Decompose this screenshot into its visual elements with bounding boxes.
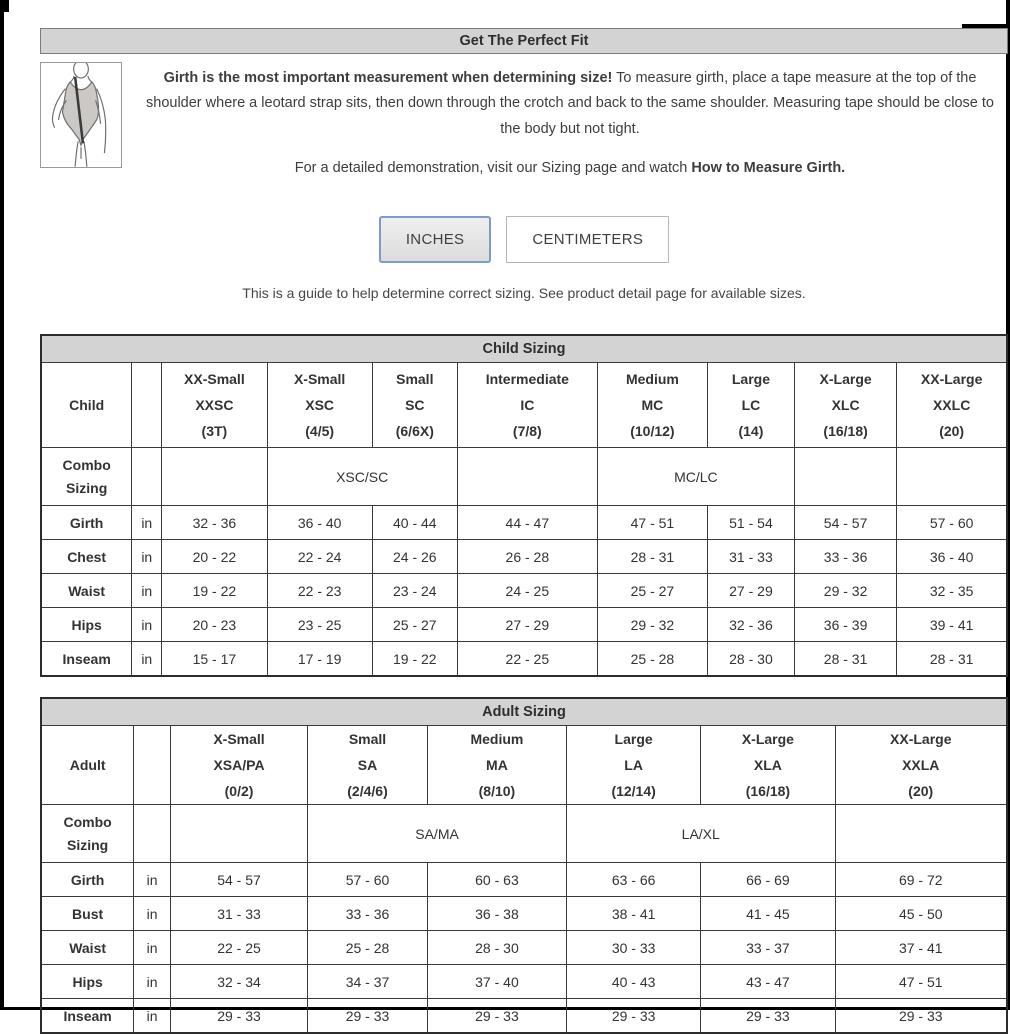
measurement-row (41, 540, 1007, 574)
size-range-cell: 36 - 40 (897, 540, 1007, 574)
adult-sizing-table (40, 697, 1008, 1034)
size-range-cell: 41 - 45 (701, 897, 835, 931)
measurement-label: Waist (41, 931, 134, 965)
measurement-label: Hips (41, 608, 132, 642)
size-range-cell: 54 - 57 (794, 506, 896, 540)
measurement-label: Inseam (41, 642, 132, 677)
size-range-cell: 31 - 33 (170, 897, 307, 931)
measurement-label: Inseam (41, 999, 134, 1034)
measurement-row (41, 863, 1007, 897)
size-range-cell: 37 - 41 (835, 931, 1007, 965)
measurement-row (41, 965, 1007, 999)
size-range-cell: 23 - 25 (267, 608, 372, 642)
combo-sizing-cell (457, 448, 597, 506)
measurement-row (41, 574, 1007, 608)
size-range-cell: 40 - 43 (566, 965, 700, 999)
intro-section (40, 62, 1008, 176)
size-column-header: X-Large XLC (16/18) (794, 363, 896, 448)
size-column-header: Medium MA (8/10) (427, 726, 566, 805)
size-range-cell: 15 - 17 (162, 642, 267, 677)
measurement-row (41, 506, 1007, 540)
measurement-row (41, 999, 1007, 1034)
unit-cell: in (132, 506, 162, 540)
size-range-cell: 51 - 54 (707, 506, 794, 540)
size-column-header: Intermediate IC (7/8) (457, 363, 597, 448)
unit-cell: in (134, 965, 171, 999)
measurement-row (41, 931, 1007, 965)
size-range-cell: 32 - 35 (897, 574, 1007, 608)
size-range-cell: 34 - 37 (308, 965, 428, 999)
size-range-cell: 43 - 47 (701, 965, 835, 999)
size-range-cell: 25 - 28 (597, 642, 707, 677)
size-range-cell: 27 - 29 (707, 574, 794, 608)
demo-text-prefix: For a detailed demonstration, visit our Sizing page and watch (294, 160, 692, 177)
child-sizing-table (40, 334, 1008, 677)
unit-cell: in (134, 999, 171, 1034)
size-range-cell: 66 - 69 (701, 863, 835, 897)
size-guide-page (40, 28, 1008, 1034)
measurement-label: Girth (41, 506, 132, 540)
size-column-header: Large LC (14) (707, 363, 794, 448)
size-range-cell: 47 - 51 (835, 965, 1007, 999)
size-range-cell: 28 - 31 (794, 642, 896, 677)
size-column-header: Medium MC (10/12) (597, 363, 707, 448)
measurement-row (41, 642, 1007, 677)
size-column-header: XX-Large XXLA (20) (835, 726, 1007, 805)
table-row-header: Adult (41, 726, 134, 805)
unit-cell (134, 805, 171, 863)
centimeters-button[interactable]: CENTIMETERS (506, 216, 669, 263)
size-range-cell: 28 - 30 (707, 642, 794, 677)
size-range-cell: 25 - 27 (597, 574, 707, 608)
size-range-cell: 29 - 33 (701, 999, 835, 1034)
combo-sizing-cell: LA/XL (566, 805, 835, 863)
size-range-cell: 33 - 36 (794, 540, 896, 574)
size-range-cell: 28 - 31 (597, 540, 707, 574)
combo-sizing-cell: SA/MA (308, 805, 567, 863)
size-range-cell: 31 - 33 (707, 540, 794, 574)
girth-instructions (132, 62, 1008, 142)
size-range-cell: 33 - 37 (701, 931, 835, 965)
combo-sizing-cell (170, 805, 307, 863)
size-range-cell: 47 - 51 (597, 506, 707, 540)
page-title: Get The Perfect Fit (40, 28, 1008, 54)
size-range-cell: 22 - 23 (267, 574, 372, 608)
combo-sizing-cell (162, 448, 267, 506)
combo-sizing-label: Combo Sizing (41, 805, 134, 863)
size-column-header: X-Small XSA/PA (0/2) (170, 726, 307, 805)
size-range-cell: 22 - 24 (267, 540, 372, 574)
size-range-cell: 29 - 33 (427, 999, 566, 1034)
size-range-cell: 20 - 22 (162, 540, 267, 574)
size-range-cell: 37 - 40 (427, 965, 566, 999)
size-range-cell: 69 - 72 (835, 863, 1007, 897)
size-range-cell: 57 - 60 (897, 506, 1007, 540)
combo-sizing-cell (897, 448, 1007, 506)
table-row-header: Child (41, 363, 132, 448)
unit-cell: in (134, 897, 171, 931)
size-range-cell: 29 - 32 (794, 574, 896, 608)
size-column-header: Small SC (6/6X) (372, 363, 457, 448)
size-range-cell: 36 - 39 (794, 608, 896, 642)
size-range-cell: 44 - 47 (457, 506, 597, 540)
demo-text-bold: How to Measure Girth. (691, 160, 846, 177)
size-range-cell: 22 - 25 (170, 931, 307, 965)
measurement-label: Chest (41, 540, 132, 574)
size-range-cell: 33 - 36 (308, 897, 428, 931)
size-range-cell: 26 - 28 (457, 540, 597, 574)
size-range-cell: 32 - 36 (707, 608, 794, 642)
unit-header-cell (134, 726, 171, 805)
size-range-cell: 45 - 50 (835, 897, 1007, 931)
demo-text (132, 160, 1008, 176)
size-range-cell: 28 - 30 (427, 931, 566, 965)
size-range-cell: 22 - 25 (457, 642, 597, 677)
unit-header-cell (132, 363, 162, 448)
size-range-cell: 63 - 66 (566, 863, 700, 897)
unit-cell: in (134, 931, 171, 965)
table-title: Adult Sizing (41, 698, 1007, 726)
girth-instructions-bold: Girth is the most important measurement when determining size! (163, 70, 613, 86)
combo-sizing-cell (835, 805, 1007, 863)
measurement-label: Bust (41, 897, 134, 931)
size-range-cell: 38 - 41 (566, 897, 700, 931)
size-range-cell: 29 - 33 (835, 999, 1007, 1034)
measurement-row (41, 897, 1007, 931)
size-range-cell: 32 - 36 (162, 506, 267, 540)
unit-cell: in (134, 863, 171, 897)
size-column-header: XX-Small XXSC (3T) (162, 363, 267, 448)
size-column-header: Small SA (2/4/6) (308, 726, 428, 805)
size-column-header: X-Small XSC (4/5) (267, 363, 372, 448)
frame-edge-top-left (0, 0, 9, 12)
measurement-row (41, 608, 1007, 642)
unit-toggle (40, 216, 1008, 263)
measurement-label: Hips (41, 965, 134, 999)
size-range-cell: 60 - 63 (427, 863, 566, 897)
size-range-cell: 36 - 40 (267, 506, 372, 540)
size-range-cell: 57 - 60 (308, 863, 428, 897)
size-range-cell: 25 - 28 (308, 931, 428, 965)
size-range-cell: 39 - 41 (897, 608, 1007, 642)
combo-sizing-label: Combo Sizing (41, 448, 132, 506)
inches-button[interactable]: INCHES (379, 216, 491, 263)
size-range-cell: 32 - 34 (170, 965, 307, 999)
size-range-cell: 28 - 31 (897, 642, 1007, 677)
unit-cell: in (132, 608, 162, 642)
size-range-cell: 29 - 33 (170, 999, 307, 1034)
measurement-label: Girth (41, 863, 134, 897)
size-range-cell: 29 - 33 (566, 999, 700, 1034)
size-column-header: X-Large XLA (16/18) (701, 726, 835, 805)
table-title: Child Sizing (41, 335, 1007, 363)
leotard-figure-icon (40, 62, 122, 168)
size-range-cell: 36 - 38 (427, 897, 566, 931)
combo-sizing-cell (794, 448, 896, 506)
size-range-cell: 29 - 32 (597, 608, 707, 642)
size-range-cell: 19 - 22 (162, 574, 267, 608)
frame-edge-left (0, 12, 4, 1010)
size-column-header: Large LA (12/14) (566, 726, 700, 805)
size-range-cell: 29 - 33 (308, 999, 428, 1034)
sizing-note: This is a guide to help determine correct sizing. See product detail page for available sizes. (242, 285, 806, 302)
combo-sizing-cell: MC/LC (597, 448, 794, 506)
combo-sizing-cell: XSC/SC (267, 448, 457, 506)
size-range-cell: 30 - 33 (566, 931, 700, 965)
girth-instructions-rest: To measure girth, place a tape measure at the top of the shoulder where a leotard strap sits, then down through the crotch and back to the same shoulder. Measuring tape should be close to the body but not tight. (146, 70, 994, 137)
size-range-cell: 24 - 26 (372, 540, 457, 574)
size-range-cell: 40 - 44 (372, 506, 457, 540)
unit-cell (132, 448, 162, 506)
size-range-cell: 17 - 19 (267, 642, 372, 677)
unit-cell: in (132, 642, 162, 677)
size-column-header: XX-Large XXLC (20) (897, 363, 1007, 448)
intro-text-column (132, 62, 1008, 176)
unit-cell: in (132, 540, 162, 574)
size-range-cell: 20 - 23 (162, 608, 267, 642)
size-range-cell: 23 - 24 (372, 574, 457, 608)
size-range-cell: 27 - 29 (457, 608, 597, 642)
unit-cell: in (132, 574, 162, 608)
size-range-cell: 19 - 22 (372, 642, 457, 677)
measurement-label: Waist (41, 574, 132, 608)
size-range-cell: 25 - 27 (372, 608, 457, 642)
size-range-cell: 24 - 25 (457, 574, 597, 608)
size-range-cell: 54 - 57 (170, 863, 307, 897)
